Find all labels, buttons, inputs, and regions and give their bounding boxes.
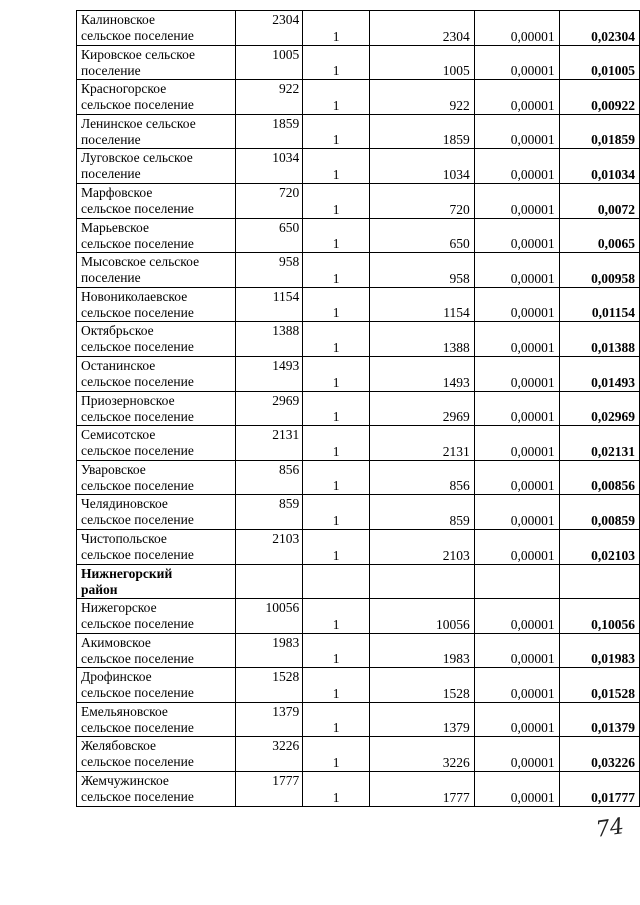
- result-cell: [559, 253, 639, 288]
- adjusted-value: 958: [449, 270, 470, 286]
- rate-value: 0,00001: [510, 789, 555, 805]
- result-cell: [559, 668, 639, 703]
- settlement-name: Красногорское сельское поселение: [81, 81, 194, 113]
- name-cell: [77, 114, 236, 149]
- name-cell: [77, 702, 236, 737]
- rate-cell: [474, 45, 559, 80]
- population-cell: [235, 114, 303, 149]
- population-value: 2103: [272, 530, 300, 546]
- settlement-name: Мысовское сельское поселение: [81, 254, 200, 286]
- result-value: 0,01034: [591, 166, 635, 182]
- settlement-name: Акимовское сельское поселение: [81, 634, 194, 666]
- rate-value: 0,00001: [510, 236, 555, 252]
- coefficient-cell: [303, 45, 370, 80]
- adjusted-value: 650: [449, 236, 470, 252]
- adjusted-value: 3226: [442, 755, 470, 771]
- population-cell: [235, 391, 303, 426]
- population-value: 10056: [265, 600, 300, 616]
- name-cell: [77, 45, 236, 80]
- rate-cell: [474, 460, 559, 495]
- result-cell: [559, 633, 639, 668]
- settlement-name: Приозерновское сельское поселение: [81, 392, 194, 424]
- table-row: [77, 183, 640, 218]
- adjusted-value-cell: [369, 702, 474, 737]
- coefficient-cell: [303, 702, 370, 737]
- adjusted-value: 1388: [442, 339, 470, 355]
- coefficient-value: 1: [332, 409, 340, 425]
- population-value: 2969: [272, 392, 300, 408]
- table-row: [77, 668, 640, 703]
- name-cell: [77, 460, 236, 495]
- population-value: 1777: [272, 773, 300, 789]
- adjusted-value-cell: [369, 391, 474, 426]
- coefficient-value: 1: [332, 97, 340, 113]
- population-value: 1154: [272, 288, 300, 304]
- rate-cell: [474, 80, 559, 115]
- result-value: 0,00922: [591, 97, 635, 113]
- result-value: 0,10056: [591, 616, 635, 632]
- table-row: [77, 322, 640, 357]
- population-value: 720: [279, 184, 300, 200]
- adjusted-value: 2304: [442, 28, 470, 44]
- result-value: 0,01379: [591, 720, 635, 736]
- adjusted-value-cell: [369, 287, 474, 322]
- rate-cell: [474, 218, 559, 253]
- result-value: 0,02103: [591, 547, 635, 563]
- table-row: [77, 529, 640, 564]
- population-value: 922: [279, 81, 300, 97]
- coefficient-cell: [303, 426, 370, 461]
- coefficient-cell: [303, 218, 370, 253]
- population-cell: [235, 149, 303, 184]
- rate-value: 0,00001: [510, 443, 555, 459]
- rate-cell: [474, 495, 559, 530]
- adjusted-value: 1379: [442, 720, 470, 736]
- allocation-table: [76, 10, 640, 807]
- name-cell: [77, 599, 236, 634]
- result-cell: [559, 460, 639, 495]
- rate-cell: [474, 11, 559, 46]
- population-value: 856: [279, 461, 300, 477]
- result-value: 0,01005: [591, 63, 635, 79]
- adjusted-value-cell: [369, 45, 474, 80]
- rate-value: 0,00001: [510, 616, 555, 632]
- population-value: 2304: [272, 12, 300, 27]
- adjusted-value: 2103: [442, 547, 470, 563]
- rate-value: 0,00001: [510, 547, 555, 563]
- adjusted-value-cell: [369, 11, 474, 46]
- result-value: 0,03226: [591, 755, 635, 771]
- result-value: 0,02131: [591, 443, 635, 459]
- population-cell: [235, 702, 303, 737]
- rate-value: 0,00001: [510, 720, 555, 736]
- coefficient-value: 1: [332, 28, 340, 44]
- adjusted-value-cell: [369, 253, 474, 288]
- result-cell: [559, 45, 639, 80]
- adjusted-value-cell: [369, 460, 474, 495]
- population-cell: [235, 737, 303, 772]
- adjusted-value-cell: [369, 633, 474, 668]
- population-cell: [235, 322, 303, 357]
- coefficient-value: 1: [332, 201, 340, 217]
- settlement-name: Челядиновское сельское поселение: [81, 496, 194, 528]
- adjusted-value-cell: [369, 114, 474, 149]
- settlement-name: Нижнегорский район: [81, 565, 173, 597]
- adjusted-value: 720: [449, 201, 470, 217]
- result-value: 0,01528: [591, 685, 635, 701]
- table-row: [77, 702, 640, 737]
- settlement-name: Марфовское сельское поселение: [81, 184, 194, 216]
- result-value: 0,0065: [597, 236, 635, 252]
- settlement-name: Чистопольское сельское поселение: [81, 530, 194, 562]
- settlement-name: Марьевское сельское поселение: [81, 219, 194, 251]
- coefficient-cell: [303, 737, 370, 772]
- population-value: 1493: [272, 357, 300, 373]
- adjusted-value-cell: [369, 772, 474, 807]
- result-cell: [559, 529, 639, 564]
- result-value: 0,01493: [591, 374, 635, 390]
- rate-cell: [474, 426, 559, 461]
- population-cell: [235, 495, 303, 530]
- rate-cell: [474, 529, 559, 564]
- table-row: [77, 391, 640, 426]
- adjusted-value: 1777: [442, 789, 470, 805]
- coefficient-cell: [303, 633, 370, 668]
- table-row: [77, 287, 640, 322]
- population-cell: [235, 356, 303, 391]
- coefficient-value: 1: [332, 651, 340, 667]
- result-cell: [559, 322, 639, 357]
- name-cell: [77, 564, 236, 599]
- result-cell: [559, 183, 639, 218]
- coefficient-cell: [303, 772, 370, 807]
- coefficient-cell: [303, 356, 370, 391]
- rate-cell: [474, 668, 559, 703]
- coefficient-cell: [303, 287, 370, 322]
- adjusted-value: 1528: [442, 685, 470, 701]
- table-row: [77, 149, 640, 184]
- name-cell: [77, 287, 236, 322]
- result-value: 0,0072: [597, 201, 635, 217]
- name-cell: [77, 11, 236, 46]
- rate-value: 0,00001: [510, 339, 555, 355]
- result-cell: [559, 772, 639, 807]
- adjusted-value-cell: [369, 80, 474, 115]
- coefficient-value: 1: [332, 236, 340, 252]
- adjusted-value-cell: [369, 218, 474, 253]
- rate-value: 0,00001: [510, 409, 555, 425]
- result-value: 0,01983: [591, 651, 635, 667]
- coefficient-value: 1: [332, 63, 340, 79]
- rate-cell: [474, 114, 559, 149]
- rate-value: 0,00001: [510, 374, 555, 390]
- coefficient-value: 1: [332, 512, 340, 528]
- rate-cell: [474, 772, 559, 807]
- population-cell: [235, 11, 303, 46]
- adjusted-value-cell: [369, 668, 474, 703]
- coefficient-value: 1: [332, 374, 340, 390]
- adjusted-value: 1859: [442, 132, 470, 148]
- rate-value: 0,00001: [510, 28, 555, 44]
- settlement-name: Октябрьское сельское поселение: [81, 323, 194, 355]
- coefficient-value: 1: [332, 547, 340, 563]
- adjusted-value: 1034: [442, 166, 470, 182]
- population-cell: [235, 80, 303, 115]
- population-value: 1379: [272, 703, 300, 719]
- settlement-name: Емельяновское сельское поселение: [81, 703, 194, 735]
- name-cell: [77, 218, 236, 253]
- result-cell: [559, 114, 639, 149]
- coefficient-value: 1: [332, 478, 340, 494]
- name-cell: [77, 80, 236, 115]
- settlement-name: Луговское сельское поселение: [81, 150, 193, 182]
- population-value: 1005: [272, 46, 300, 62]
- population-value: 2131: [272, 427, 300, 443]
- rate-cell: [474, 702, 559, 737]
- result-cell: [559, 11, 639, 46]
- rate-cell: [474, 183, 559, 218]
- adjusted-value-cell: [369, 529, 474, 564]
- table-row: [77, 45, 640, 80]
- result-value: 0,01154: [591, 305, 635, 321]
- table-row: [77, 426, 640, 461]
- population-cell: [235, 183, 303, 218]
- coefficient-cell: [303, 114, 370, 149]
- population-value: 1528: [272, 669, 300, 685]
- result-value: 0,00958: [591, 270, 635, 286]
- result-value: 0,00859: [591, 512, 635, 528]
- rate-cell: [474, 633, 559, 668]
- coefficient-cell: [303, 11, 370, 46]
- coefficient-value: 1: [332, 305, 340, 321]
- result-cell: [559, 495, 639, 530]
- result-cell: [559, 426, 639, 461]
- result-cell: [559, 287, 639, 322]
- rate-cell: [474, 287, 559, 322]
- settlement-name: Дрофинское сельское поселение: [81, 669, 194, 701]
- coefficient-value: 1: [332, 443, 340, 459]
- adjusted-value-cell: [369, 599, 474, 634]
- result-value: 0,02304: [591, 28, 635, 44]
- population-cell: [235, 529, 303, 564]
- adjusted-value: 922: [449, 97, 470, 113]
- adjusted-value-cell: [369, 737, 474, 772]
- result-value: 0,00856: [591, 478, 635, 494]
- settlement-name: Останинское сельское поселение: [81, 357, 194, 389]
- adjusted-value-cell: [369, 356, 474, 391]
- adjusted-value: 2969: [442, 409, 470, 425]
- table-row: [77, 633, 640, 668]
- name-cell: [77, 529, 236, 564]
- coefficient-cell: [303, 183, 370, 218]
- settlement-name: Семисотское сельское поселение: [81, 427, 194, 459]
- coefficient-cell: [303, 668, 370, 703]
- population-cell: [235, 772, 303, 807]
- population-cell: [235, 668, 303, 703]
- name-cell: [77, 391, 236, 426]
- coefficient-cell: [303, 495, 370, 530]
- name-cell: [77, 183, 236, 218]
- result-cell: [559, 564, 639, 599]
- table-row: [77, 460, 640, 495]
- result-value: 0,01859: [591, 132, 635, 148]
- name-cell: [77, 322, 236, 357]
- rate-cell: [474, 253, 559, 288]
- result-cell: [559, 702, 639, 737]
- settlement-name: Калиновское сельское поселение: [81, 12, 194, 43]
- population-value: 1859: [272, 115, 300, 131]
- rate-value: 0,00001: [510, 685, 555, 701]
- adjusted-value-cell: [369, 495, 474, 530]
- name-cell: [77, 253, 236, 288]
- coefficient-cell: [303, 322, 370, 357]
- settlement-name: Уваровское сельское поселение: [81, 461, 194, 493]
- coefficient-value: 1: [332, 720, 340, 736]
- result-cell: [559, 356, 639, 391]
- settlement-name: Новониколаевское сельское поселение: [81, 288, 194, 320]
- population-value: 1034: [272, 150, 300, 166]
- adjusted-value-cell: [369, 322, 474, 357]
- adjusted-value: 1493: [442, 374, 470, 390]
- rate-value: 0,00001: [510, 63, 555, 79]
- rate-cell: [474, 737, 559, 772]
- adjusted-value: 1983: [442, 651, 470, 667]
- rate-value: 0,00001: [510, 270, 555, 286]
- population-cell: [235, 45, 303, 80]
- rate-value: 0,00001: [510, 201, 555, 217]
- population-cell: [235, 253, 303, 288]
- result-value: 0,01388: [591, 339, 635, 355]
- adjusted-value: 856: [449, 478, 470, 494]
- settlement-name: Желябовское сельское поселение: [81, 738, 194, 770]
- rate-cell: [474, 391, 559, 426]
- coefficient-cell: [303, 460, 370, 495]
- name-cell: [77, 668, 236, 703]
- coefficient-cell: [303, 564, 370, 599]
- population-cell: [235, 287, 303, 322]
- coefficient-value: 1: [332, 339, 340, 355]
- name-cell: [77, 772, 236, 807]
- population-cell: [235, 599, 303, 634]
- table-row: [77, 11, 640, 46]
- rate-cell: [474, 322, 559, 357]
- table-row: [77, 218, 640, 253]
- result-cell: [559, 391, 639, 426]
- adjusted-value: 1005: [442, 63, 470, 79]
- adjusted-value: 1154: [443, 305, 470, 321]
- rate-value: 0,00001: [510, 512, 555, 528]
- result-cell: [559, 149, 639, 184]
- rate-cell: [474, 149, 559, 184]
- coefficient-cell: [303, 391, 370, 426]
- table-row: [77, 80, 640, 115]
- coefficient-cell: [303, 599, 370, 634]
- table-row: [77, 114, 640, 149]
- population-cell: [235, 633, 303, 668]
- coefficient-value: 1: [332, 685, 340, 701]
- adjusted-value: 10056: [436, 616, 470, 632]
- adjusted-value: 859: [449, 512, 470, 528]
- population-value: 859: [279, 496, 300, 512]
- population-cell: [235, 218, 303, 253]
- rate-value: 0,00001: [510, 478, 555, 494]
- coefficient-value: 1: [332, 132, 340, 148]
- handwritten-page-number: 74: [594, 814, 626, 843]
- result-cell: [559, 80, 639, 115]
- rate-value: 0,00001: [510, 755, 555, 771]
- coefficient-cell: [303, 253, 370, 288]
- population-cell: [235, 460, 303, 495]
- result-cell: [559, 599, 639, 634]
- settlement-name: Жемчужинское сельское поселение: [81, 773, 194, 805]
- population-cell: [235, 426, 303, 461]
- settlement-name: Кировское сельское поселение: [81, 46, 195, 78]
- name-cell: [77, 737, 236, 772]
- rate-cell: [474, 599, 559, 634]
- coefficient-cell: [303, 529, 370, 564]
- result-cell: [559, 737, 639, 772]
- population-value: 1388: [272, 323, 300, 339]
- table-row: [77, 737, 640, 772]
- rate-value: 0,00001: [510, 651, 555, 667]
- settlement-name: Ленинское сельское поселение: [81, 115, 196, 147]
- rate-cell: [474, 356, 559, 391]
- table-body: [77, 11, 640, 807]
- rate-value: 0,00001: [510, 132, 555, 148]
- adjusted-value-cell: [369, 564, 474, 599]
- name-cell: [77, 356, 236, 391]
- district-header-row: [77, 564, 640, 599]
- coefficient-cell: [303, 149, 370, 184]
- rate-value: 0,00001: [510, 166, 555, 182]
- population-value: 958: [279, 254, 300, 270]
- coefficient-value: 1: [332, 789, 340, 805]
- name-cell: [77, 633, 236, 668]
- coefficient-value: 1: [332, 616, 340, 632]
- settlement-name: Нижегорское сельское поселение: [81, 600, 194, 632]
- name-cell: [77, 495, 236, 530]
- result-value: 0,01777: [591, 789, 635, 805]
- result-cell: [559, 218, 639, 253]
- coefficient-value: 1: [332, 166, 340, 182]
- rate-cell: [474, 564, 559, 599]
- table-row: [77, 356, 640, 391]
- adjusted-value-cell: [369, 426, 474, 461]
- coefficient-cell: [303, 80, 370, 115]
- rate-value: 0,00001: [510, 305, 555, 321]
- rate-value: 0,00001: [510, 97, 555, 113]
- table-row: [77, 599, 640, 634]
- result-value: 0,02969: [591, 409, 635, 425]
- table-row: [77, 495, 640, 530]
- adjusted-value-cell: [369, 183, 474, 218]
- adjusted-value-cell: [369, 149, 474, 184]
- table-row: [77, 253, 640, 288]
- name-cell: [77, 426, 236, 461]
- name-cell: [77, 149, 236, 184]
- table-row: [77, 772, 640, 807]
- population-value: 3226: [272, 738, 300, 754]
- population-value: 1983: [272, 634, 300, 650]
- adjusted-value: 2131: [442, 443, 470, 459]
- coefficient-value: 1: [332, 755, 340, 771]
- population-cell: [235, 564, 303, 599]
- population-value: 650: [279, 219, 300, 235]
- coefficient-value: 1: [332, 270, 340, 286]
